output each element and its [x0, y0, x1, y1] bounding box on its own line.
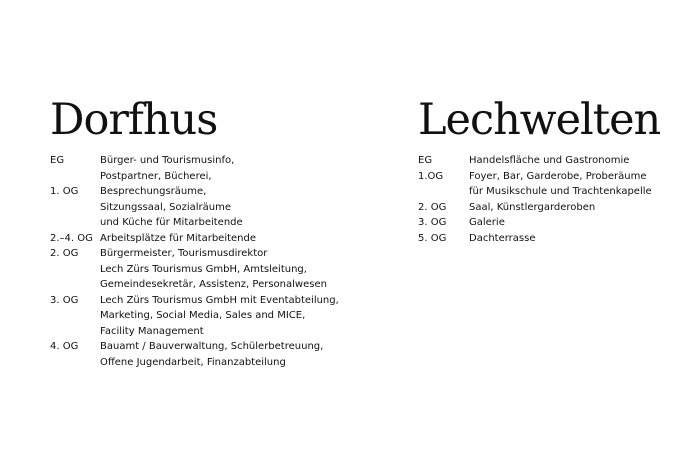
floor-description — [100, 293, 370, 340]
floor-row — [50, 246, 370, 293]
description-line: Gemeindesekretär, Assistenz, Personalwesen — [100, 279, 327, 290]
description-line: Bürger- und Tourismusinfo, — [100, 155, 235, 166]
description-line: Foyer, Bar, Garderobe, Proberäume — [469, 170, 647, 182]
floor-row — [418, 153, 688, 169]
description-line: Bauamt / Bauverwaltung, Schülerbetreuung, — [100, 341, 324, 352]
lechwelten-floor-list — [418, 153, 688, 246]
floor-label: 3. OG — [418, 217, 447, 228]
description-line: und Küche für Mitarbeitende — [100, 217, 243, 228]
description-line: Facility Management — [100, 325, 204, 337]
floor-description — [469, 231, 688, 247]
floor-label: EG — [50, 155, 65, 166]
floor-row — [50, 153, 370, 184]
dorfhus-title: Dorfhus — [50, 95, 218, 145]
floor-row — [50, 339, 370, 370]
description-line: Arbeitsplätze für Mitarbeitende — [100, 232, 257, 244]
description-line: Handelsfläche und Gastronomie — [469, 155, 630, 166]
floor-row — [418, 200, 688, 216]
description-line: Lech Zürs Tourismus GmbH, Amtsleitung, — [100, 263, 307, 275]
dorfhus-floor-list — [50, 153, 370, 370]
floor-row — [50, 184, 370, 231]
description-line: Dachterrasse — [469, 232, 536, 244]
floor-label: 2. OG — [50, 248, 79, 259]
floor-label: 5. OG — [418, 232, 447, 244]
floor-label: 1.OG — [418, 170, 444, 182]
floor-description — [469, 153, 688, 169]
description-line: Lech Zürs Tourismus GmbH mit Eventabteilung, — [100, 294, 339, 306]
lechwelten-title: Lechwelten — [418, 95, 661, 145]
floor-label: 2. OG — [418, 201, 447, 213]
floor-row — [50, 231, 370, 247]
description-line: Postpartner, Bücherei, — [100, 170, 212, 182]
description-line: Bürgermeister, Tourismusdirektor — [100, 248, 268, 259]
floor-description — [100, 246, 370, 293]
floor-description — [100, 153, 370, 184]
description-line: Galerie — [469, 217, 505, 228]
dorfhus-section — [50, 95, 370, 370]
floor-description — [469, 200, 688, 216]
floor-row — [418, 215, 688, 231]
description-line: Besprechungsräume, — [100, 186, 207, 197]
floor-description — [100, 231, 370, 247]
floor-row — [418, 169, 688, 200]
description-line: Marketing, Social Media, Sales and MICE, — [100, 310, 306, 321]
floor-description — [469, 215, 688, 231]
description-line: Saal, Künstlergarderoben — [469, 201, 596, 213]
floor-description — [100, 184, 370, 231]
floor-label: 1. OG — [50, 186, 79, 197]
floor-label: EG — [418, 155, 433, 166]
floor-description — [100, 339, 370, 370]
floor-description — [469, 169, 688, 200]
description-line: Sitzungssaal, Sozialräume — [100, 201, 232, 213]
description-line: für Musikschule und Trachtenkapelle — [469, 186, 652, 197]
floor-label: 4. OG — [50, 341, 79, 352]
lechwelten-section — [418, 95, 688, 246]
floor-label: 3. OG — [50, 294, 79, 306]
description-line: Offene Jugendarbeit, Finanzabteilung — [100, 356, 286, 368]
floor-row — [50, 293, 370, 340]
floor-label: 2.–4. OG — [50, 232, 93, 244]
floor-row — [418, 231, 688, 247]
